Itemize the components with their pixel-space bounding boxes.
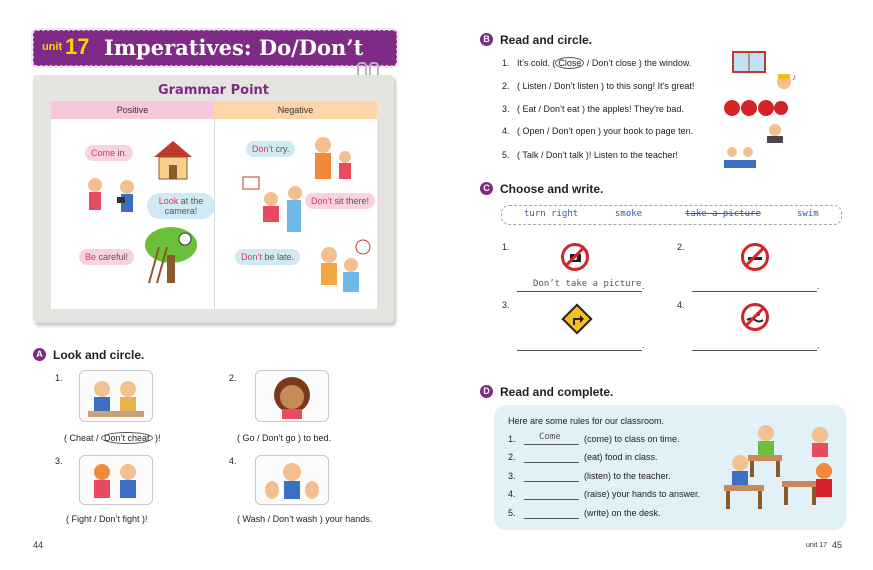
item-number: 4.: [677, 300, 685, 310]
grammar-point-table: [51, 101, 377, 309]
no-camera-sign-icon: [561, 243, 589, 271]
unit-number: 17: [65, 34, 90, 59]
item-number: 2.: [502, 81, 510, 91]
answer-line[interactable]: [692, 279, 817, 292]
answer-period: .: [642, 281, 645, 291]
circled-answer[interactable]: Close: [555, 57, 584, 69]
bubble-verb: Be: [85, 252, 97, 262]
speech-bubble: [85, 145, 133, 161]
unit-label: unit: [42, 41, 63, 53]
bubble-text: sit there!: [332, 196, 370, 206]
item-text: ( Cheat /: [64, 433, 102, 443]
item-number: 4.: [508, 489, 516, 499]
item-number: 4.: [502, 126, 510, 136]
item-number: 1.: [508, 434, 516, 444]
bubble-text: at the camera!: [164, 196, 204, 216]
speech-bubble: [147, 193, 215, 219]
svg-text:♪: ♪: [792, 72, 797, 82]
answer-blank[interactable]: [524, 451, 579, 463]
section-b-title: Read and circle.: [500, 33, 593, 47]
bubble-verb: Don’t: [311, 196, 333, 206]
written-answer: Don’t take a picture: [533, 279, 642, 289]
speech-bubble: [79, 249, 134, 265]
answer-line[interactable]: [517, 338, 642, 351]
word-bank: [501, 205, 842, 225]
section-b-item-4: ( Open / Don’t open ) your book to page ten.: [517, 126, 694, 136]
bubble-verb: Don’t: [241, 252, 263, 262]
section-a-badge: A: [33, 348, 46, 361]
section-d-title: Read and complete.: [500, 385, 614, 399]
grammar-point-title: Grammar Point: [157, 83, 270, 98]
bubble-text: in.: [115, 148, 128, 158]
boy-book-icon: [764, 122, 786, 144]
item-text: It’s cold. (: [517, 58, 556, 68]
item-number: 3.: [55, 456, 63, 466]
section-c-badge: C: [480, 182, 493, 195]
classroom-sign-illustration: [241, 171, 307, 241]
answer-blank[interactable]: [524, 470, 579, 482]
mother-child-illustration: [305, 135, 361, 185]
word-option[interactable]: swim: [797, 209, 819, 219]
section-c-title: Choose and write.: [500, 182, 604, 196]
positive-header: Positive: [51, 101, 214, 119]
bubble-verb: Come: [91, 148, 116, 158]
answer-blank[interactable]: [524, 507, 579, 519]
late-boy-illustration: [309, 239, 373, 299]
bubble-text: careful!: [96, 252, 129, 262]
item-number: 3.: [502, 104, 510, 114]
turn-right-sign-icon: [561, 303, 592, 334]
footer-unit-label: unit 17: [806, 542, 828, 549]
bubble-text: cry.: [273, 144, 290, 154]
bubble-verb: Don’t: [252, 144, 274, 154]
column-divider: [214, 119, 215, 309]
section-a-item-4: ( Wash / Don’t wash ) your hands.: [237, 514, 373, 524]
no-smoking-sign-icon: [741, 243, 769, 271]
item-number: 1.: [502, 242, 510, 252]
answer-period: .: [642, 340, 645, 350]
item-number: 1.: [502, 58, 510, 68]
students-icon: [722, 144, 758, 172]
rule-text: (write) on the desk.: [584, 508, 661, 518]
item-number: 3.: [508, 471, 516, 481]
answer-period: .: [817, 281, 820, 291]
fighting-boys-picture: [79, 455, 153, 505]
speech-bubble: [246, 141, 295, 157]
speech-bubble: [305, 193, 375, 209]
item-text: )!: [152, 433, 161, 443]
answer-blank[interactable]: [524, 488, 579, 500]
boy-hands-picture: [255, 455, 329, 505]
section-b-item-3: ( Eat / Don’t eat ) the apples! They’re bad.: [517, 104, 684, 114]
classroom-rules-panel: [494, 405, 846, 530]
page-title: Imperatives: Do/Don’t: [104, 35, 364, 60]
item-number: 1.: [55, 373, 63, 383]
section-a-item-2: ( Go / Don’t go ) to bed.: [237, 433, 332, 443]
word-option-used[interactable]: take a picture: [685, 209, 761, 219]
bubble-verb: Look: [158, 196, 179, 206]
unit-banner: [33, 30, 397, 66]
tree-ladder-illustration: [135, 225, 205, 285]
section-d-badge: D: [480, 385, 493, 398]
rules-intro: Here are some rules for our classroom.: [508, 416, 665, 426]
apples-icon: [722, 98, 788, 118]
page-number-right: 45: [832, 540, 843, 550]
section-a-item-3: ( Fight / Don’t fight )!: [66, 514, 148, 524]
written-answer: Come: [539, 432, 561, 442]
bubble-text: be late.: [262, 252, 295, 262]
item-number: 2.: [677, 242, 685, 252]
section-b-badge: B: [480, 33, 493, 46]
rule-text: (come) to class on time.: [584, 434, 680, 444]
window-icon: [731, 50, 767, 74]
section-a-item-1: [64, 433, 161, 443]
section-b-item-5: ( Talk / Don’t talk )! Listen to the teacher!: [517, 150, 678, 160]
section-a-title: Look and circle.: [53, 348, 145, 362]
item-number: 3.: [502, 300, 510, 310]
kids-camera-illustration: [83, 173, 143, 223]
item-number: 5.: [502, 150, 510, 160]
word-option[interactable]: turn right: [524, 209, 579, 219]
section-b-item-1: [517, 58, 691, 68]
section-b-item-2: ( Listen / Don’t listen ) to this song! It’s great!: [517, 81, 695, 91]
house-illustration: [151, 137, 197, 181]
negative-header: Negative: [214, 101, 377, 119]
speech-bubble: [235, 249, 300, 265]
kids-test-picture: [79, 370, 153, 422]
rule-text: (eat) food in class.: [584, 452, 658, 462]
no-swimming-sign-icon: [741, 303, 769, 331]
answer-period: .: [817, 340, 820, 350]
item-text: / Don’t close ) the window.: [584, 58, 692, 68]
item-number: 4.: [229, 456, 237, 466]
girl-picture: [255, 370, 329, 422]
music-girl-icon: [772, 70, 800, 94]
grammar-point-card: [33, 75, 394, 323]
word-option[interactable]: smoke: [615, 209, 643, 219]
circled-answer[interactable]: Don’t cheat: [101, 432, 153, 444]
item-number: 5.: [508, 508, 516, 518]
page-number-left: 44: [33, 540, 44, 550]
rule-text: (raise) your hands to answer.: [584, 489, 701, 499]
answer-line[interactable]: [517, 279, 642, 292]
item-number: 2.: [508, 452, 516, 462]
answer-blank[interactable]: [524, 433, 579, 445]
classroom-kids-illustration: [720, 419, 838, 515]
answer-line[interactable]: [692, 338, 817, 351]
item-number: 2.: [229, 373, 237, 383]
rule-text: (listen) to the teacher.: [584, 471, 671, 481]
